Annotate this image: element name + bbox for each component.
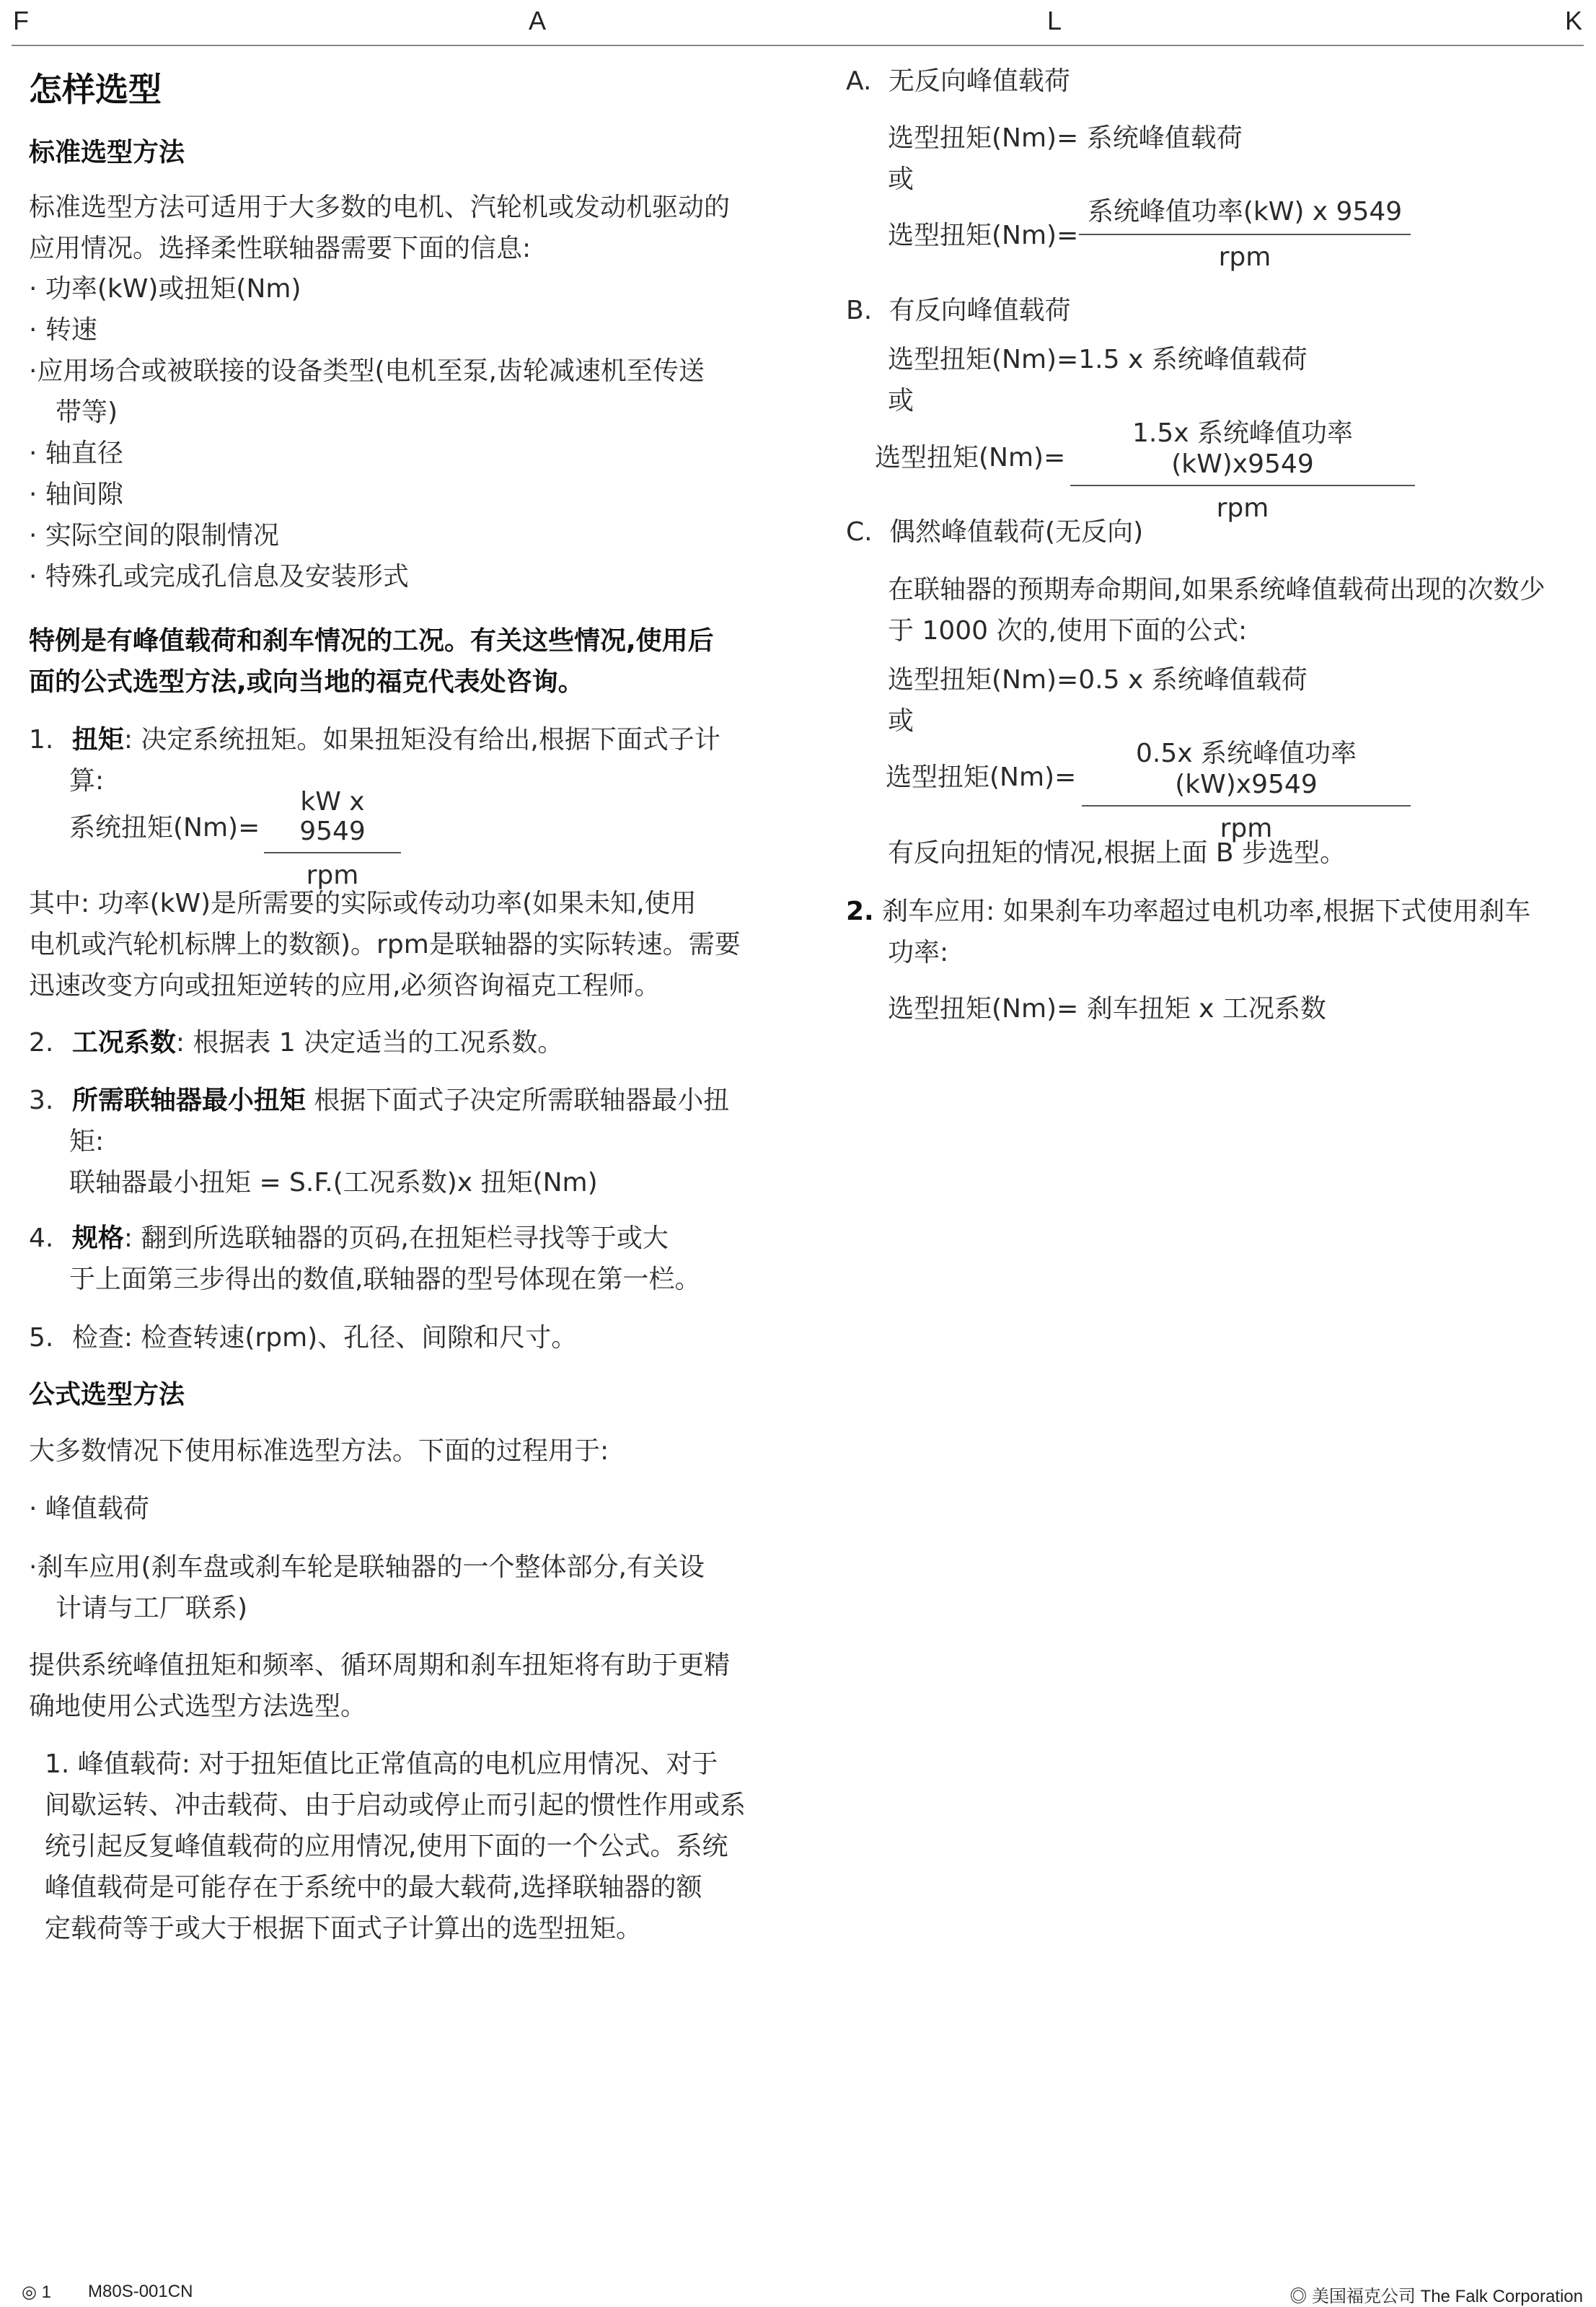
formula-provide: [29, 1645, 730, 1727]
step-4-cont: 于上面第三步得出的数值,联轴器的型号体现在第一栏。: [69, 1265, 701, 1294]
where-line: 迅速改变方向或扭矩逆转的应用,必须咨询福克工程师。: [29, 971, 661, 1001]
header-letter-l: L: [1047, 6, 1062, 35]
step-3: [29, 1080, 729, 1203]
section-label: A.: [846, 66, 872, 96]
formula-heading: 公式选型方法: [29, 1380, 185, 1410]
formula-provide-line: 确地使用公式选型方法选型。: [29, 1692, 367, 1721]
where-line: 电机或汽轮机标牌上的数额)。rpm是联轴器的实际转速。需要: [29, 930, 741, 959]
section-a-formula-2-label: 选型扭矩(Nm)=: [888, 221, 1079, 250]
step-4-line: [29, 1218, 700, 1259]
formula-bullet: · 峰值载荷: [29, 1494, 149, 1524]
page-title: 怎样选型: [29, 70, 162, 109]
fraction-denominator: rpm: [1218, 242, 1271, 272]
peak-line: 峰值载荷是可能存在于系统中的最大载荷,选择联轴器的额: [45, 1873, 702, 1902]
step-3-cont: 矩:: [69, 1127, 105, 1156]
section-a-formula-1: 选型扭矩(Nm)= 系统峰值载荷: [888, 123, 1243, 153]
formula-provide-line: 提供系统峰值扭矩和频率、循环周期和刹车扭矩将有助于更精: [29, 1651, 731, 1680]
section-label: B.: [846, 296, 873, 325]
step-number: 4.: [29, 1223, 54, 1253]
header-letter-a: A: [529, 6, 547, 35]
step-3-bold: 所需联轴器最小扭矩: [71, 1086, 306, 1115]
step-2-bold: 工况系数: [71, 1028, 176, 1058]
footer-copyright: ◎ 美国福克公司 The Falk Corporation: [1289, 2287, 1583, 2306]
peak-line: 1. 峰值载荷: 对于扭矩值比正常值高的电机应用情况、对于: [45, 1749, 718, 1779]
bullet-item: · 轴直径: [29, 439, 123, 468]
where-paragraph: [29, 883, 741, 1006]
std-intro-line: 应用情况。选择柔性联轴器需要下面的信息:: [29, 234, 532, 263]
section-b-title: [846, 290, 1071, 331]
footer-page-number: ◎ 1: [22, 2282, 51, 2302]
section-c-formula-2-label: 选型扭矩(Nm)=: [886, 763, 1077, 792]
section-b-title-text: 有反向峰值载荷: [889, 296, 1071, 325]
std-heading: 标准选型方法: [29, 138, 185, 167]
bullet-item: · 特殊孔或完成孔信息及安装形式: [29, 562, 409, 592]
section-a-fraction: [1079, 191, 1411, 272]
step-2-text: : 根据表 1 决定适当的工况系数。: [175, 1028, 564, 1058]
footer-doc-code: M80S-001CN: [88, 2282, 193, 2301]
section-a-title: [846, 61, 1070, 102]
peak-load-paragraph: [45, 1744, 746, 1949]
section-c-note: 有反向扭矩的情况,根据上面 B 步选型。: [888, 838, 1346, 868]
formula-bullet: 计请与工厂联系): [56, 1594, 248, 1623]
brake-application: [846, 891, 1530, 973]
brake-formula: 选型扭矩(Nm)= 刹车扭矩 x 工况系数: [888, 994, 1326, 1024]
section-c-formula-1: 选型扭矩(Nm)=0.5 x 系统峰值载荷: [888, 665, 1308, 695]
step-5-text: 检查: 检查转速(rpm)、孔径、间隙和尺寸。: [71, 1323, 578, 1353]
header-letter-f: F: [13, 6, 29, 35]
section-b-or: 或: [888, 386, 914, 416]
std-intro-line: 标准选型方法可适用于大多数的电机、汽轮机或发动机驱动的: [29, 193, 731, 222]
step-number: 2.: [846, 897, 874, 926]
info-bullets: [29, 268, 705, 597]
fraction-numerator: 1.5x 系统峰值功率(kW)x9549: [1070, 413, 1415, 486]
formula-bullet-group: [29, 1547, 705, 1629]
step-1-text: : 决定系统扭矩。如果扭矩没有给出,根据下面式子计: [123, 725, 720, 755]
step-3-formula: 联轴器最小扭矩 = S.F.(工况系数)x 扭矩(Nm): [69, 1168, 598, 1198]
fraction-denominator: rpm: [1220, 814, 1273, 843]
peak-line: 定载荷等于或大于根据下面式子计算出的选型扭矩。: [45, 1914, 643, 1943]
step-number: 1.: [29, 725, 54, 755]
section-a-or: 或: [888, 164, 914, 194]
section-b-formula-2-label: 选型扭矩(Nm)=: [875, 443, 1066, 473]
fraction-denominator: rpm: [306, 861, 359, 890]
bullet-item: 带等): [56, 397, 118, 427]
brake-text: 刹车应用: 如果刹车功率超过电机功率,根据下式使用刹车: [873, 897, 1531, 926]
std-intro: [29, 187, 730, 269]
where-line: 其中: 功率(kW)是所需要的实际或传动功率(如果未知,使用: [29, 889, 697, 918]
step-5: [29, 1317, 577, 1358]
brake-line: [846, 891, 1530, 932]
special-note-line: 面的公式选型方法,或向当地的福克代表处咨询。: [29, 667, 584, 697]
bullet-item: · 转速: [29, 315, 97, 345]
step-3-line: [29, 1080, 729, 1121]
step-1-cont: 算:: [69, 766, 105, 796]
section-c-fraction: [1082, 733, 1411, 843]
section-c-or: 或: [888, 706, 914, 736]
step-number: 3.: [29, 1086, 54, 1115]
peak-line: 间歇运转、冲击载荷、由于启动或停止而引起的惯性作用或系: [45, 1790, 746, 1820]
fraction-numerator: kW x 9549: [264, 787, 401, 853]
section-label: C.: [846, 517, 873, 547]
section-c-desc-line: 于 1000 次的,使用下面的公式:: [888, 616, 1248, 646]
step-1-line: [29, 719, 720, 760]
fraction-numerator: 0.5x 系统峰值功率(kW)x9549: [1082, 733, 1411, 807]
system-torque-label: 系统扭矩(Nm)=: [69, 813, 260, 843]
brake-cont: 功率:: [888, 938, 949, 967]
special-note-line: 特例是有峰值载荷和刹车情况的工况。有关这些情况,使用后: [29, 626, 714, 656]
step-1-bold: 扭矩: [71, 725, 124, 755]
step-4-bold: 规格: [71, 1223, 124, 1253]
section-c-desc: [888, 569, 1545, 651]
step-number: 2.: [29, 1028, 54, 1058]
formula-bullet: ·刹车应用(刹车盘或刹车轮是联轴器的一个整体部分,有关设: [29, 1552, 705, 1582]
section-c-desc-line: 在联轴器的预期寿命期间,如果系统峰值载荷出现的次数少: [888, 575, 1546, 605]
section-b-formula-1: 选型扭矩(Nm)=1.5 x 系统峰值载荷: [888, 345, 1308, 374]
bullet-item: · 功率(kW)或扭矩(Nm): [29, 274, 301, 304]
step-4: [29, 1218, 700, 1300]
section-b-fraction: [1070, 413, 1415, 523]
fraction-denominator: rpm: [1216, 493, 1269, 523]
formula-intro: 大多数情况下使用标准选型方法。下面的过程用于:: [29, 1436, 609, 1466]
step-number: 5.: [29, 1323, 54, 1353]
bullet-item: · 轴间隙: [29, 480, 123, 509]
header-letter-k: K: [1565, 6, 1583, 35]
special-note: [29, 620, 714, 703]
system-torque-fraction: [264, 787, 401, 890]
peak-line: 统引起反复峰值载荷的应用情况,使用下面的一个公式。系统: [45, 1832, 728, 1861]
step-4-text: : 翻到所选联轴器的页码,在扭矩栏寻找等于或大: [123, 1223, 669, 1253]
section-c-title-text: 偶然峰值载荷(无反向): [889, 517, 1144, 547]
bullet-item: ·应用场合或被联接的设备类型(电机至泵,齿轮减速机至传送: [29, 356, 705, 386]
step-2: [29, 1022, 563, 1063]
section-a-title-text: 无反向峰值载荷: [888, 66, 1070, 96]
fraction-numerator: 系统峰值功率(kW) x 9549: [1079, 191, 1411, 235]
header-rule: [12, 45, 1584, 46]
step-3-text: 根据下面式子决定所需联轴器最小扭: [305, 1086, 730, 1115]
section-c-title: [846, 511, 1143, 553]
bullet-item: · 实际空间的限制情况: [29, 521, 279, 550]
